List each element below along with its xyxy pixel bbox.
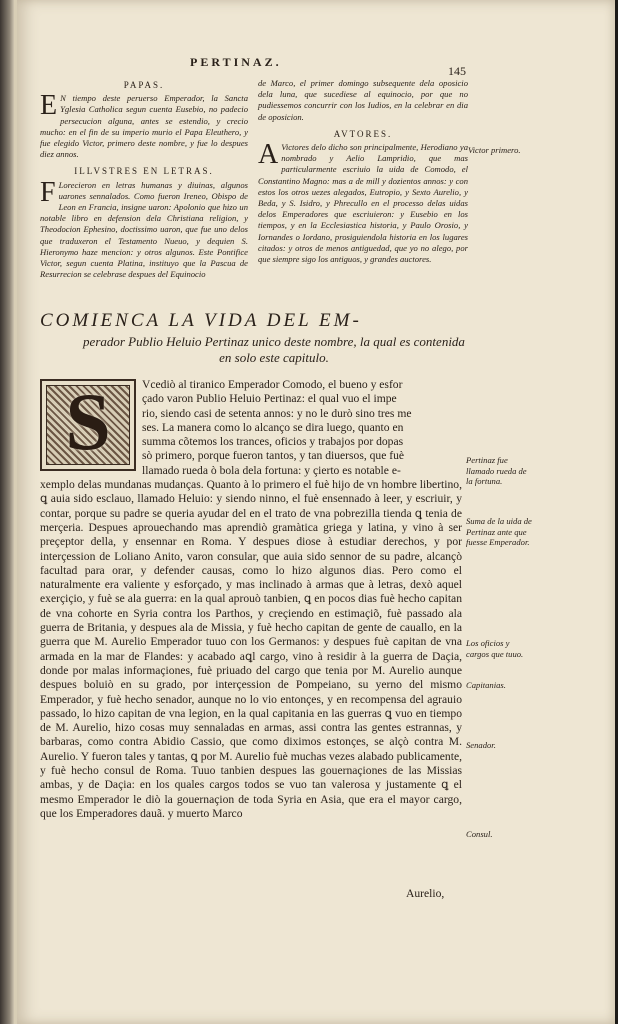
body-line: summa cõtemos los trances, oficios y trabajos por dopas: [142, 435, 404, 449]
autores-heading: AVTORES.: [333, 128, 393, 139]
running-head: PERTINAZ.: [190, 55, 282, 69]
margin-note-pertinaz: Pertinaz fue llamado rueda de la fortuna.: [466, 455, 527, 487]
illustres-paragraph: [40, 176, 248, 281]
chapter-title: COMIENCA LA VIDA DEL EM-: [40, 310, 362, 331]
catchword: Aurelio,: [406, 887, 445, 900]
body-line: rio, siendo casi de setenta annos: y no le durò sino tres me: [142, 406, 412, 420]
papas-paragraph: [40, 90, 248, 160]
body-line: llamado rueda ò bola dela fortuna: y çierto es notable e-: [142, 463, 401, 477]
initial-letter: S: [65, 376, 111, 467]
main-text: [40, 378, 462, 821]
book-gutter: [0, 0, 14, 1024]
right-column: [258, 78, 468, 271]
body-paragraph: xemplo delas mundanas mudanças. Quanto à lo primero el fuè hijo de vn hombre libertino, ꝗ auia sido esclauo, llamado Heluio: y siendo ninno, el fuè ensennado à leer, y escriuir, y contar, porque su padre se queria ayudar del en el trato de vna pobrezilla tienda ꝗ tenia de merçeria. Despues aprouechando mas aprendiò gramàtica griega y latina, y vino à ser preçeptor della, y ensennar en Roma. Y despues diose à estudiar derechos, y por interçession de Loliano Anito, varon consular, que auia sido sennor de su padre, alcançò facultad para orar, y defender causas, como lo hizo algunos dias. Pero como el naturalmente era valiente y esforçado, y mas inclinado à armas que à letras, dexò aquel exerçiçio, y fuè se ala guerra: en la qual aprouò tanbien, ꝗ en pocos dias fuè hecho capitan de vna cohorte en Syria contra los Parthos, y creçiendo en estimaçiõ, fuè passado ala guerra de Britania, y despues ala de Missia, y fuè hecho capitan de gente de cauallo, en la guerra que M. Aurelio Emperador tuuo con los Germanos: y despues fuè capitan de vna armada en la mar de Flandes: y acabado aꝗl cargo, vino à residir à la guerra de Daçia, donde por malas informaçiones, fuè priuado del cargo que tenia por M. Aurelio aunque despues boluiò en su grado, por interçession de Pompeiano, su yerno del mismo Emperador, y fuè hecho senador, aunque no lo vio entonçes, y en recompensa del agrauio passado, lo hizo capitan de vna legion, en la qual capitania en las guerras ꝗ vuo en tiempo de M. Aurelio, hizo cosas muy sennaladas en armas, assi contra las gentes estrannas, y barbaras, como contra Abidio Cassio, que como diximos estonçes, se alçò contra M. Aurelio. Y fueron tales y tantas, ꝗ por M. Aurelio fuè muchas vezes alabado publicamente, y fuè hecho consul de Roma. Tuuo tanbien despues las gouernaçiones de las Missias ambas, y de Daçia: en los quales cargos todos se vuo tan valerosa y justamente ꝗ el mesmo Emperador le diò la gouernaçion de toda Syria en Asia, que era el mayor cargo, que los Emperadores dauã. y muerto Marco: [40, 478, 462, 820]
body-line: Vcediò al tiranico Emperador Comodo, el bueno y esfor: [142, 378, 403, 391]
autores-text: Victores delo dicho son principalmente, Herodiano ya nombrado y Aelio Lampridio, que mas particularmente escriuio la uida de Comodo, el Constantino Magno: mas a de mill y dozientos annos: y con estos los otros uezes alegados, Eutropio, y Sexto Aurelio, y Beda, y S. Isidro, y Phrecullo en el processo delas uidas delos Emperadores que escriuieron: y Eusebio en los tiempos, y en la Ecclesiastica historia, y Paulo Orosio, y Iornandes o Iordano, prosiguiendola historia en los lugares citados: y otros de menos antiguedad, que yo no alego, por que siempre sigo los antiguos, y grandes auctores.: [258, 142, 468, 265]
margin-note-oficios: Los oficios y cargos que tuuo.: [466, 638, 524, 659]
page-number: 145: [448, 64, 466, 78]
margin-note-senador: Senador.: [466, 740, 496, 750]
papas-heading: PAPAS.: [123, 80, 165, 90]
papas-text: N tiempo deste peruerso Emperador, la Sancta Yglesia Catholica segun cuenta Eusebio, no padecio persecucion alguna, antes se estendio, y crecio mucho: en el fin de su imperio murio el Papa Eleuthero, y fue elegido Victor, primero deste nombre, y fue lo despues diez annos.: [40, 93, 248, 160]
left-column: [40, 78, 248, 286]
chapter-subtitle: perador Publio Heluio Pertinaz unico deste nombre, la qual es contenida en solo este capitulo.: [83, 334, 465, 365]
autores-paragraph: [258, 139, 468, 265]
body-line: ses. La manera como lo alcanço se dira luego, quanto en: [142, 420, 404, 434]
margin-note-suma: Suma de la uida de Pertinaz ante que fuesse Emperador.: [466, 516, 532, 548]
body-line: sò primero, porque fueron tantos, y tan diuersos, que fuè: [142, 449, 405, 463]
margin-note-capitanias: Capitanias.: [466, 680, 506, 690]
papas-initial: E: [40, 90, 58, 122]
body-line: çado varon Publio Heluio Pertinaz: el qual vuo el impe: [142, 392, 397, 406]
illustres-text: Lorecieron en letras humanas y diuinas, algunos uarones sennalados. Como fueron Ireneo, Obispo de Leon en Francia, insigne uaron: Apolonio que hizo un notable libro en defension dela Christiana religion, y Theodocion Ephesino, doctissimo uaron, que fue uno delos que traduxeron el Testamento Nueuo, y dequien S. Hieronymo haze mencion: y otros algunos. Este Pontifice Victor, segun cuenta Platina, instituyo que la Pascua de Resurrecion se celebrase despues del Equinocio: [40, 179, 248, 280]
margin-note-consul: Consul.: [466, 829, 493, 839]
illustres-initial: F: [40, 176, 56, 208]
margin-note-victor: Victor primero.: [468, 145, 521, 155]
autores-initial: A: [258, 139, 279, 171]
continuation-paragraph: de Marco, el primer domingo subsequente dela oposicio dela luna, que sucediese al equinocio, por que no pudiessemos concurrir con los Iudios, en la celebrar en dia de oposicion.: [258, 78, 468, 122]
illustres-heading: ILLVSTRES EN LETRAS.: [74, 166, 214, 177]
